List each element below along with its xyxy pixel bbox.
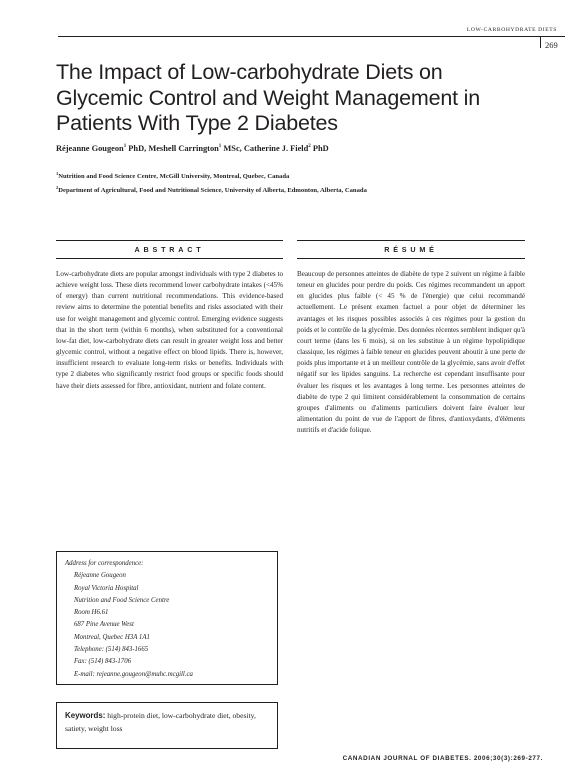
correspondence-line: Fax: (514) 843-1706 [74,658,132,666]
header-rule [58,36,565,37]
affil-mark: 2 [56,185,59,191]
correspondence-line: Montreal, Quebec H3A 1A1 [74,633,150,641]
author-name: Meshell Carrington [148,144,219,153]
article-title: The Impact of Low-carbohydrate Diets on Glycemic Control and Weight Management in Patients With Type 2 Diabetes [56,60,480,135]
correspondence-line: 687 Pine Avenue West [74,621,134,629]
affil-mark: 1 [56,171,59,176]
correspondence-line: Telephone: (514) 843-1665 [74,646,149,654]
author-affil-mark: 2 [308,144,311,150]
author-affil-mark: 1 [218,144,222,150]
author-name: Réjeanne Gougeon [56,144,124,153]
correspondence-box [56,551,278,685]
author-degree: PhD, [126,144,149,153]
correspondence-line: Royal Victoria Hospital [74,584,139,592]
page-number-rule [540,36,541,48]
keywords-box [56,702,278,749]
authors-line [56,144,536,153]
author-degree: MSc, [221,144,244,153]
correspondence-email: E-mail: rejeanne.gougeon@muhc.mcgill.ca [74,670,193,678]
affil-text: Nutrition and Food Science Centre, McGill University, Montreal, Quebec, Canada [58,173,290,181]
affiliations [56,168,536,196]
resume-body: Beaucoup de personnes atteintes de diabète de type 2 suivent un régime à faible teneur en glucides pour perdre du poids. Ces régimes recommandent un apport en glucides plus faible (< 45 % de l'énergie) que celui recommandé actuellement. Le présent examen factuel a pour objet de déterminer les avantages et les risques possibles associés à ces régimes pour la gestion du poids et le contrôle de la glycémie. Des données récentes semblent indiquer qu'à court terme (dans les 6 mois), si on les substitue à un régime hypolipidique classique, les régimes à faible teneur en glucides peuvent aboutir à une perte de poids plus importante et à un meilleur contrôle de la glycémie, sans avoir d'effet négatif sur les lipides sanguins. La recherche est cependant insuffisante pour évaluer les risques et les avantages à long terme. Les personnes atteintes de diabète de type 2 qui limitent considérablement la consommation de certains groupes d'aliments ou d'aliments particuliers doivent faire évaluer leur alimentation du point de vue de l'apport de fibres, d'antioxydants, d'éléments nutritifs et d'acide folique. [297,270,526,435]
affil-text: Department of Agricultural, Food and Nutritional Science, University of Alberta, Edmonton, Alberta, Canada [58,187,367,195]
page-number: 269 [545,40,558,50]
author-degree: PhD [310,144,329,153]
correspondence-line: Réjeanne Gougeon [74,572,126,580]
journal-footer: CANADIAN JOURNAL OF DIABETES. 2006;30(3):269-277. [342,755,543,762]
abstract-body: Low-carbohydrate diets are popular amongst individuals with type 2 diabetes to achieve weight loss. These diets recommend lower carbohydrate intakes (<45% of energy) than current nutritional recommendations. This evidence-based review aims to determine the potential benefits and risks associated with their use for weight management and glycemic control. Emerging evidence suggests that in the short term (within 6 months), when substituted for a conventional low-fat diet, low-carbohydrate diets can result in greater weight loss and better glycemic control, without a negative effect on blood lipids. There is, however, insufficient research to evaluate long-term risks or benefits. Individuals with type 2 diabetes who significantly restrict food groups or specific foods should have their diets assessed for fibre, antioxidant, nutrient and folate content. [56,270,283,390]
author-name: Catherine J. Field [243,144,309,153]
correspondence-line: Nutrition and Food Science Centre [74,596,170,604]
abstract-heading: ABSTRACT [56,240,283,259]
keywords-text: high-protein diet, low-carbohydrate diet, obesity, satiety, weight loss [65,711,256,733]
keywords-label: Keywords: [65,711,106,720]
affiliation [56,168,536,182]
author-affil-mark: 1 [123,144,127,150]
affiliation [56,182,536,196]
correspondence-line: Room H6.61 [74,609,109,617]
running-head: LOW-CARBOHYDRATE DIETS [466,27,557,33]
resume-heading: RÉSUMÉ [297,240,525,259]
correspondence-label: Address for correspondence: [65,560,144,567]
